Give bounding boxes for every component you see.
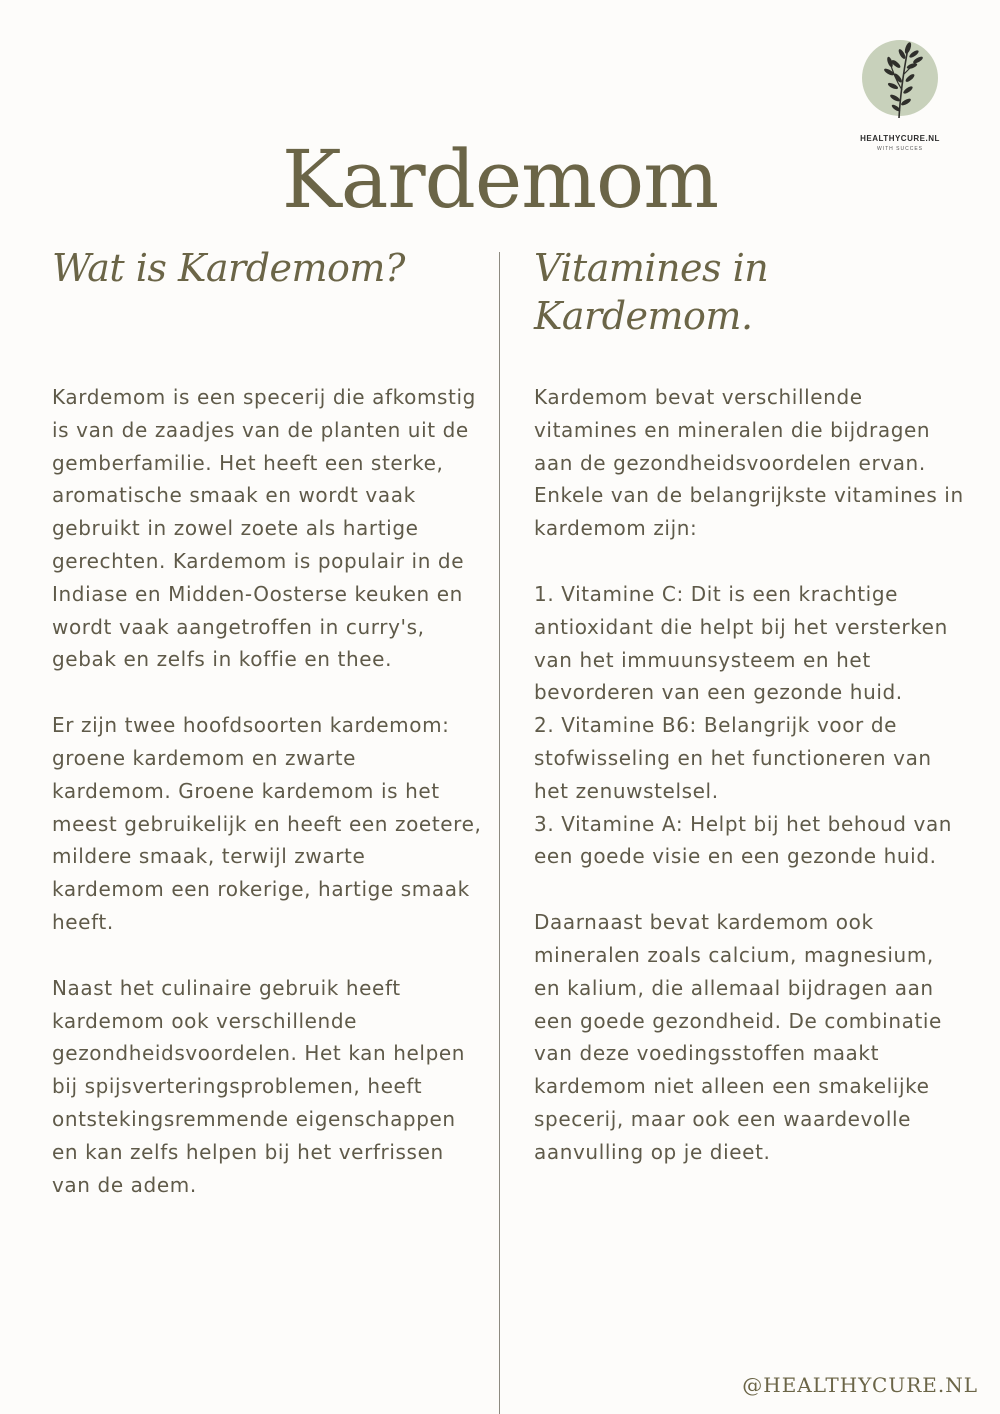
- vitamin-list: 1. Vitamine C: Dit is een krachtige antioxidant die helpt bij het versterken van het immuunsysteem en het bevorderen van een gezonde huid. 2. Vitamine B6: Belangrijk voor de stofwisseling en het functioneren van het zenuwstelsel. 3. Vitamine A: Helpt bij het behoud van een goede visie en een gezonde huid.: [534, 581, 953, 869]
- paragraph: Er zijn twee hoofdsoorten kardemom: groene kardemom en zwarte kardemom. Groene kardemom is het meest gebruikelijk en heeft een zoetere, mildere smaak, terwijl zwarte kardemom een rokerige, hartige smaak heeft.: [52, 713, 482, 934]
- right-column: [534, 244, 964, 1164]
- right-heading: Vitamines in Kardemom.: [534, 246, 769, 338]
- logo-name: HEALTHYCURE.NL: [860, 134, 940, 143]
- brand-logo: [848, 40, 952, 160]
- column-divider: [499, 252, 500, 1414]
- social-handle: @HEALTHYCURE.NL: [742, 1373, 978, 1397]
- paragraph: Kardemom is een specerij die afkomstig is van de zaadjes van de planten uit de gemberfamilie. Het heeft een sterke, aromatische smaak en wordt vaak gebruikt in zowel zoete als hartige gerechten. Kardemom is populair in de Indiase en Midden-Oosterse keuken en wordt vaak aangetroffen in curry's, gebak en zelfs in koffie en thee.: [52, 385, 476, 672]
- leafy-branch-icon: [862, 40, 938, 120]
- left-body: [52, 381, 482, 1234]
- right-body: [534, 381, 964, 1202]
- paragraph: Naast het culinaire gebruik heeft kardemom ook verschillende gezondheidsvoordelen. Het kan helpen bij spijsverteringsproblemen, heeft ontstekingsremmende eigenschappen en kan zelfs helpen bij het verfrissen van de adem.: [52, 975, 466, 1197]
- paragraph: Kardemom bevat verschillende vitamines en mineralen die bijdragen aan de gezondheidsvoordelen ervan. Enkele van de belangrijkste vitamines in kardemom zijn:: [534, 385, 964, 541]
- left-heading: Wat is Kardemom?: [52, 246, 405, 290]
- logo-tagline: WITH SUCCES: [877, 146, 923, 152]
- left-column: [52, 244, 482, 1197]
- paragraph: Daarnaast bevat kardemom ook mineralen zoals calcium, magnesium, en kalium, die allemaal bijdragen aan een goede gezondheid. De combinatie van deze voedingsstoffen maakt kardemom niet alleen een smakelijke specerij, maar ook een waardevolle aanvulling op je dieet.: [534, 910, 942, 1164]
- page-title: Kardemom: [281, 132, 719, 226]
